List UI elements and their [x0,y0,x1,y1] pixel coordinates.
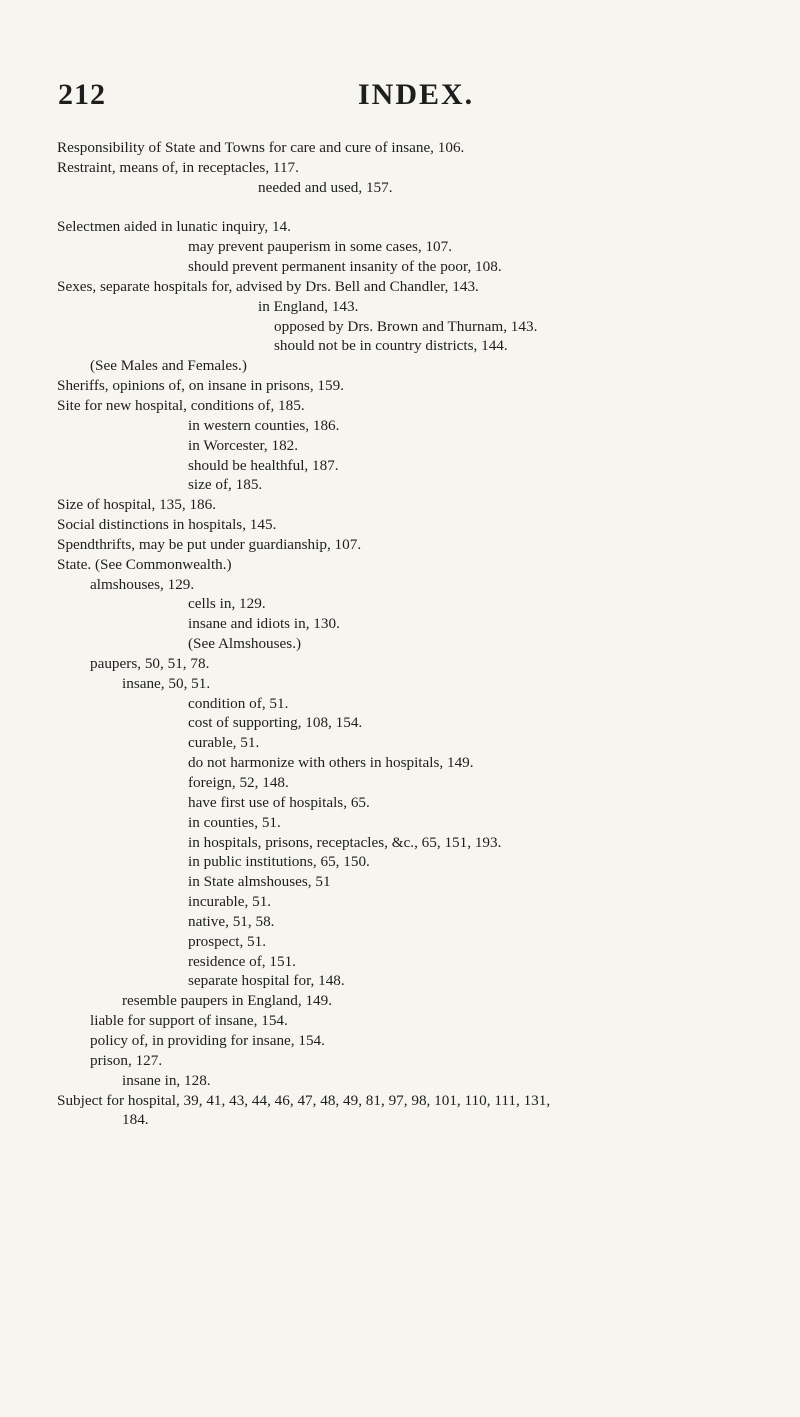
index-subentry: liable for support of insane, 154. [90,1012,288,1030]
index-subentry: prospect, 51. [188,932,267,950]
index-crossref: (See Males and Females.) [90,357,247,375]
index-subentry: in State almshouses, 51 [188,873,331,891]
index-entry: Site for new hospital, conditions of, 185. [57,396,305,414]
index-subentry: should prevent permanent insanity of the poor, 108. [188,258,502,276]
index-entry-continuation: 184. [122,1111,149,1129]
index-entry: Subject for hospital, 39, 41, 43, 44, 46, 47, 48, 49, 81, 97, 98, 101, 110, 111, 131, [57,1091,551,1109]
index-subentry: in public institutions, 65, 150. [188,853,370,871]
index-subentry: curable, 51. [188,734,260,752]
index-subentry: resemble paupers in England, 149. [122,992,333,1010]
index-subentry: in England, 143. [258,297,359,315]
index-subentry: in Worcester, 182. [188,436,299,454]
index-subentry: cost of supporting, 108, 154. [188,714,363,732]
index-entry: Social distinctions in hospitals, 145. [57,516,277,534]
index-subentry: opposed by Drs. Brown and Thurnam, 143. [274,317,538,335]
index-subentry: do not harmonize with others in hospitals, 149. [188,754,474,772]
index-subentry: should not be in country districts, 144. [274,337,508,355]
index-subentry: size of, 185. [188,476,263,494]
page-header [58,78,740,118]
index-subentry: have first use of hospitals, 65. [188,793,370,811]
index-entry: Restraint, means of, in receptacles, 117. [57,158,299,176]
index-entries [0,138,800,1130]
index-subentry: insane and idiots in, 130. [188,615,340,633]
index-entry: Selectmen aided in lunatic inquiry, 14. [57,218,291,236]
index-subentry: incurable, 51. [188,893,272,911]
index-subentry: should be healthful, 187. [188,456,339,474]
page-title: INDEX. [358,78,475,111]
index-subentry: residence of, 151. [188,952,296,970]
index-subentry: insane, 50, 51. [122,674,211,692]
index-subentry: almshouses, 129. [90,575,195,593]
index-entry: Spendthrifts, may be put under guardianship, 107. [57,535,362,553]
spacer [0,198,800,218]
index-subentry: prison, 127. [90,1051,163,1069]
index-crossref: (See Almshouses.) [188,635,302,653]
index-subentry: paupers, 50, 51, 78. [90,654,210,672]
index-subentry: needed and used, 157. [258,178,393,196]
index-subentry: policy of, in providing for insane, 154. [90,1031,325,1049]
index-entry: Sheriffs, opinions of, on insane in prisons, 159. [57,377,345,395]
index-subentry: condition of, 51. [188,694,289,712]
index-subentry: native, 51, 58. [188,912,275,930]
index-subentry: foreign, 52, 148. [188,774,289,791]
index-entry: Responsibility of State and Towns for care and cure of insane, 106. [57,139,465,156]
index-subentry: may prevent pauperism in some cases, 107. [188,238,453,256]
index-subentry: separate hospital for, 148. [188,972,345,990]
index-entry: State. (See Commonwealth.) [57,555,232,573]
index-entry: Size of hospital, 135, 186. [57,496,217,514]
index-subentry: insane in, 128. [122,1071,211,1089]
index-subentry: cells in, 129. [188,595,266,613]
index-subentry: in counties, 51. [188,813,281,831]
page-number: 212 [58,78,106,111]
index-entry: Sexes, separate hospitals for, advised by Drs. Bell and Chandler, 143. [57,277,479,295]
index-subentry: in western counties, 186. [188,416,340,434]
index-subentry: in hospitals, prisons, receptacles, &c., 65, 151, 193. [188,833,502,851]
